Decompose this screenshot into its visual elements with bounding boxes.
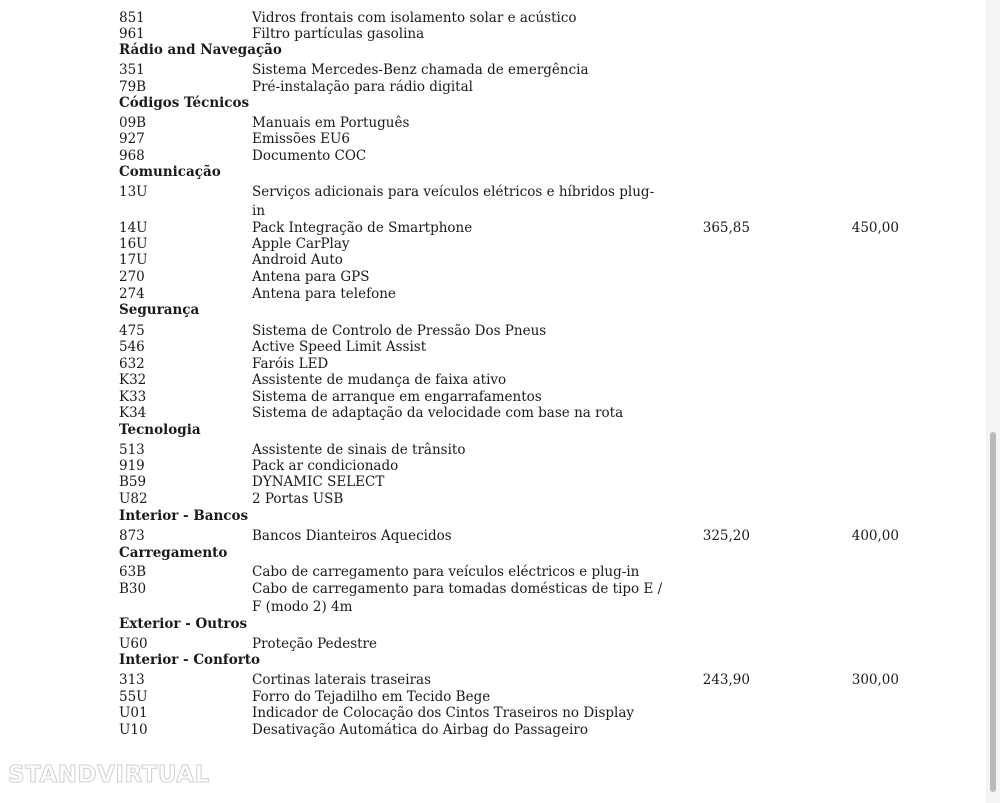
option-code: U82 [119,491,148,507]
option-code: 270 [119,269,145,285]
table-row [0,79,1000,96]
option-description: Desativação Automática do Airbag do Passageiro [252,722,588,738]
scrollbar-thumb[interactable] [990,432,996,792]
option-code: K34 [119,405,147,421]
section-heading: Exterior - Outros [119,616,248,632]
option-description: Pré-instalação para rádio digital [252,79,473,95]
table-row [0,236,1000,253]
option-code: 475 [119,323,145,339]
table-row [0,131,1000,148]
option-code: U60 [119,636,148,652]
option-description: Apple CarPlay [252,236,350,252]
option-description: Forro do Tejadilho em Tecido Bege [252,689,491,705]
table-row [0,599,1000,616]
section-heading: Rádio and Navegação [119,42,282,58]
option-description: Faróis LED [252,356,329,372]
option-code: 927 [119,131,145,147]
table-row [0,10,1000,27]
table-row [0,722,1000,739]
table-row [0,528,1000,545]
option-price-gross: 400,00 [851,528,899,544]
table-row [0,252,1000,269]
option-code: 63B [119,564,147,580]
option-price-net: 243,90 [702,672,750,688]
option-code: 17U [119,252,148,268]
option-description: in [252,203,266,219]
option-description: Documento COC [252,148,367,164]
table-row [0,203,1000,220]
option-description: Filtro partículas gasolina [252,26,425,42]
option-code: 13U [119,184,148,200]
table-row [0,564,1000,581]
option-description: Sistema de adaptação da velocidade com base na rota [252,405,624,421]
option-code: 274 [119,286,145,302]
option-code: 873 [119,528,145,544]
option-description: Indicador de Colocação dos Cintos Traseiros no Display [252,705,635,721]
option-description: Active Speed Limit Assist [252,339,427,355]
table-row [0,442,1000,459]
table-row [0,458,1000,475]
table-row [0,356,1000,373]
option-description: Proteção Pedestre [252,636,378,652]
table-row [0,636,1000,653]
option-description: Assistente de mudança de faixa ativo [252,372,507,388]
option-description: Sistema Mercedes-Benz chamada de emergência [252,62,589,78]
table-row [0,372,1000,389]
option-code: 313 [119,672,145,688]
option-description: Serviços adicionais para veículos elétricos e híbridos plug- [252,184,655,200]
option-description: Pack ar condicionado [252,458,399,474]
table-row [0,339,1000,356]
option-code: 16U [119,236,148,252]
option-code: K33 [119,389,147,405]
option-description: Android Auto [252,252,343,268]
option-code: 546 [119,339,145,355]
option-code: K32 [119,372,147,388]
scrollbar[interactable] [986,0,1000,803]
option-code: 851 [119,10,145,26]
table-row [0,269,1000,286]
table-row [0,115,1000,132]
option-description: DYNAMIC SELECT [252,474,385,490]
option-code: 968 [119,148,145,164]
option-description: Cabo de carregamento para tomadas domésticas de tipo E / [252,581,663,597]
option-description: Antena para GPS [252,269,370,285]
option-code: 919 [119,458,145,474]
option-code: 14U [119,220,148,236]
table-row [0,62,1000,79]
table-row [0,220,1000,237]
option-price-gross: 450,00 [851,220,899,236]
option-description: Cabo de carregamento para veículos eléctricos e plug-in [252,564,640,580]
section-heading: Interior - Bancos [119,508,249,524]
table-row [0,672,1000,689]
section-heading: Interior - Conforto [119,652,261,668]
option-description: Manuais em Português [252,115,410,131]
option-description: Assistente de sinais de trânsito [252,442,466,458]
section-heading: Códigos Técnicos [119,95,250,111]
section-heading: Comunicação [119,164,221,180]
table-row [0,148,1000,165]
section-heading: Segurança [119,302,200,318]
option-code: 961 [119,26,145,42]
table-row [0,286,1000,303]
table-row [0,389,1000,406]
option-code: U01 [119,705,148,721]
option-code: 632 [119,356,145,372]
option-description: Emissões EU6 [252,131,350,147]
section-heading: Carregamento [119,545,228,561]
option-description: Bancos Dianteiros Aquecidos [252,528,452,544]
option-code: 351 [119,62,145,78]
option-price-gross: 300,00 [851,672,899,688]
option-price-net: 325,20 [702,528,750,544]
table-row [0,689,1000,706]
option-code: U10 [119,722,148,738]
option-code: B30 [119,581,147,597]
table-row [0,491,1000,508]
option-code: 55U [119,689,148,705]
option-price-net: 365,85 [702,220,750,236]
option-description: Cortinas laterais traseiras [252,672,432,688]
option-description: F (modo 2) 4m [252,599,353,615]
option-description: Sistema de arranque em engarrafamentos [252,389,542,405]
option-code: 79B [119,79,147,95]
option-description: 2 Portas USB [252,491,344,507]
option-description: Antena para telefone [252,286,396,302]
table-row [0,184,1000,201]
table-row [0,323,1000,340]
option-code: B59 [119,474,147,490]
table-row [0,405,1000,422]
option-code: 09B [119,115,147,131]
table-row [0,26,1000,43]
section-heading: Tecnologia [119,422,201,438]
option-code: 513 [119,442,145,458]
option-description: Pack Integração de Smartphone [252,220,473,236]
watermark-logo: STANDVIRTUAL [8,762,210,788]
table-row [0,474,1000,491]
option-description: Sistema de Controlo de Pressão Dos Pneus [252,323,547,339]
option-description: Vidros frontais com isolamento solar e acústico [252,10,577,26]
table-row [0,581,1000,598]
table-row [0,705,1000,722]
